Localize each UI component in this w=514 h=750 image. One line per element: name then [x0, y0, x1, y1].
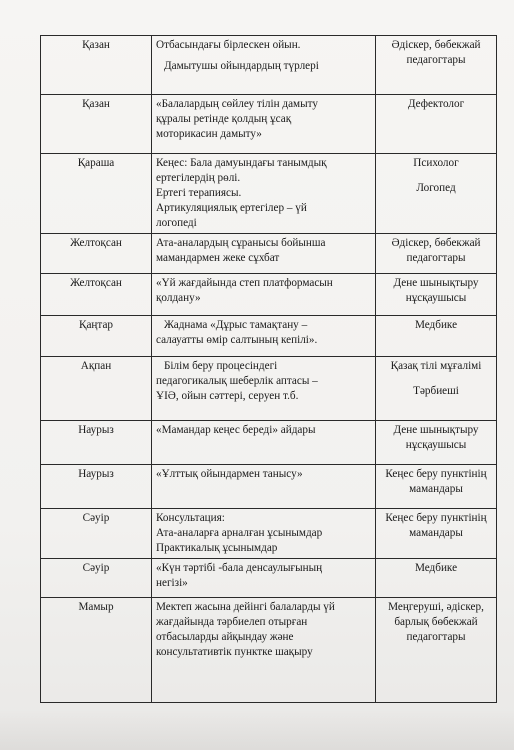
event-line: «Күн тәртібі -бала денсаулығының	[156, 562, 323, 574]
responsible-cell	[376, 559, 497, 598]
month-cell: Мамыр	[41, 598, 152, 703]
month-cell: Қараша	[41, 154, 152, 234]
event-line: қолдану»	[156, 292, 201, 304]
event-cell	[152, 316, 376, 357]
responsible-line: педагогтары	[406, 54, 466, 66]
month-cell: Қаңтар	[41, 316, 152, 357]
responsible-line: Әдіскер, бөбекжай	[391, 237, 481, 249]
responsible-line: Медбике	[414, 319, 458, 331]
event-cell	[152, 154, 376, 234]
responsible-line: Дефектолог	[407, 98, 465, 110]
event-line: «Үй жағдайында степ платформасын	[156, 277, 333, 289]
responsible-line: Психолог	[413, 157, 459, 169]
table-row	[41, 154, 497, 234]
responsible-cell	[376, 234, 497, 274]
event-line: жағдайында тәрбиелеп отырған	[156, 616, 308, 628]
responsible-line: барлық бөбекжай	[394, 616, 478, 628]
event-cell	[152, 274, 376, 316]
event-line: педагогикалық шеберлік аптасы –	[156, 375, 318, 387]
event-cell	[152, 559, 376, 598]
responsible-line: нұсқаушысы	[405, 292, 467, 304]
table-row	[41, 421, 497, 465]
event-line: Кеңес: Бала дамуындағы танымдық	[156, 157, 327, 169]
event-line: Ата-аналардың сұранысы бойынша	[156, 237, 326, 249]
responsible-cell	[376, 316, 497, 357]
events-table	[40, 35, 497, 703]
event-line: Білім беру процесіндегі	[164, 360, 278, 372]
event-line: «Мамандар кеңес береді» айдары	[156, 424, 316, 436]
event-cell	[152, 234, 376, 274]
responsible-cell	[376, 509, 497, 559]
responsible-cell	[376, 357, 497, 421]
event-line: консультативтік пунктке шақыру	[156, 646, 313, 658]
event-line: Консультация:	[156, 512, 225, 524]
event-line: Мектеп жасына дейінгі балаларды үй	[156, 601, 335, 613]
responsible-line: мамандары	[409, 483, 463, 495]
table-row	[41, 357, 497, 421]
event-line: негізі»	[156, 577, 188, 589]
table-row	[41, 559, 497, 598]
event-line: ҰІӘ, ойын сәттері, серуен т.б.	[156, 390, 299, 402]
responsible-line: Әдіскер, бөбекжай	[391, 39, 481, 51]
event-cell	[152, 509, 376, 559]
table-row	[41, 274, 497, 316]
responsible-line: педагогтары	[406, 631, 466, 643]
event-line: ертегілердің рөлі.	[156, 172, 241, 184]
month-cell: Сәуір	[41, 509, 152, 559]
event-line: Жаднама «Дұрыс тамақтану –	[164, 319, 308, 331]
table-row	[41, 465, 497, 509]
month-cell: Наурыз	[41, 421, 152, 465]
responsible-line: Кеңес беру пунктінің	[385, 512, 487, 524]
month-cell: Наурыз	[41, 465, 152, 509]
table-row	[41, 316, 497, 357]
month-cell: Сәуір	[41, 559, 152, 598]
responsible-line: Дене шынықтыру	[393, 424, 479, 436]
event-line: моторикасин дамыту»	[156, 128, 262, 140]
responsible-cell	[376, 154, 497, 234]
responsible-cell	[376, 465, 497, 509]
event-cell	[152, 598, 376, 703]
event-line: салауатты өмір салтының кепілі».	[156, 334, 318, 346]
event-line: Ертегі терапиясы.	[156, 187, 242, 199]
table-row	[41, 234, 497, 274]
event-cell	[152, 36, 376, 95]
responsible-cell	[376, 274, 497, 316]
event-line: «Ұлттық ойындармен танысу»	[156, 468, 303, 480]
event-line: Артикуляциялық ертегілер – үй	[156, 202, 307, 214]
responsible-line: мамандары	[409, 527, 463, 539]
table-row	[41, 95, 497, 154]
event-line: мамандармен жеке сұхбат	[156, 252, 280, 264]
table-row	[41, 509, 497, 559]
responsible-cell	[376, 421, 497, 465]
month-cell: Желтоқсан	[41, 234, 152, 274]
responsible-line: Кеңес беру пунктінің	[385, 468, 487, 480]
responsible-line: Медбике	[414, 562, 458, 574]
responsible-line: Тәрбиеші	[413, 385, 459, 397]
responsible-line: нұсқаушысы	[405, 439, 467, 451]
table-row	[41, 598, 497, 703]
paper-bottom-shade	[0, 710, 514, 750]
event-line: Ата-аналарға арналған ұсынымдар	[156, 527, 323, 539]
month-cell: Қазан	[41, 95, 152, 154]
responsible-cell	[376, 95, 497, 154]
event-line: Отбасындағы бірлескен ойын.	[156, 39, 301, 51]
responsible-line: Логопед	[416, 182, 456, 194]
event-line: «Балалардың сөйлеу тілін дамыту	[156, 98, 318, 110]
event-cell	[152, 95, 376, 154]
responsible-line: Дене шынықтыру	[393, 277, 479, 289]
event-line: отбасыларды айқындау және	[156, 631, 294, 643]
responsible-line: педагогтары	[406, 252, 466, 264]
event-line: логопеді	[156, 217, 197, 229]
month-cell: Қазан	[41, 36, 152, 95]
responsible-cell	[376, 36, 497, 95]
event-cell	[152, 465, 376, 509]
responsible-line: Меңгеруші, әдіскер,	[388, 601, 484, 613]
event-cell	[152, 357, 376, 421]
month-cell: Ақпан	[41, 357, 152, 421]
event-cell	[152, 421, 376, 465]
event-line: Практикалық ұсынымдар	[156, 542, 278, 554]
event-line: Дамытушы ойындардың түрлері	[164, 60, 319, 72]
responsible-cell	[376, 598, 497, 703]
table-row	[41, 36, 497, 95]
responsible-line: Қазақ тілі мұғалімі	[390, 360, 482, 372]
month-cell: Желтоқсан	[41, 274, 152, 316]
event-line: құралы ретінде қолдың ұсақ	[156, 113, 292, 125]
